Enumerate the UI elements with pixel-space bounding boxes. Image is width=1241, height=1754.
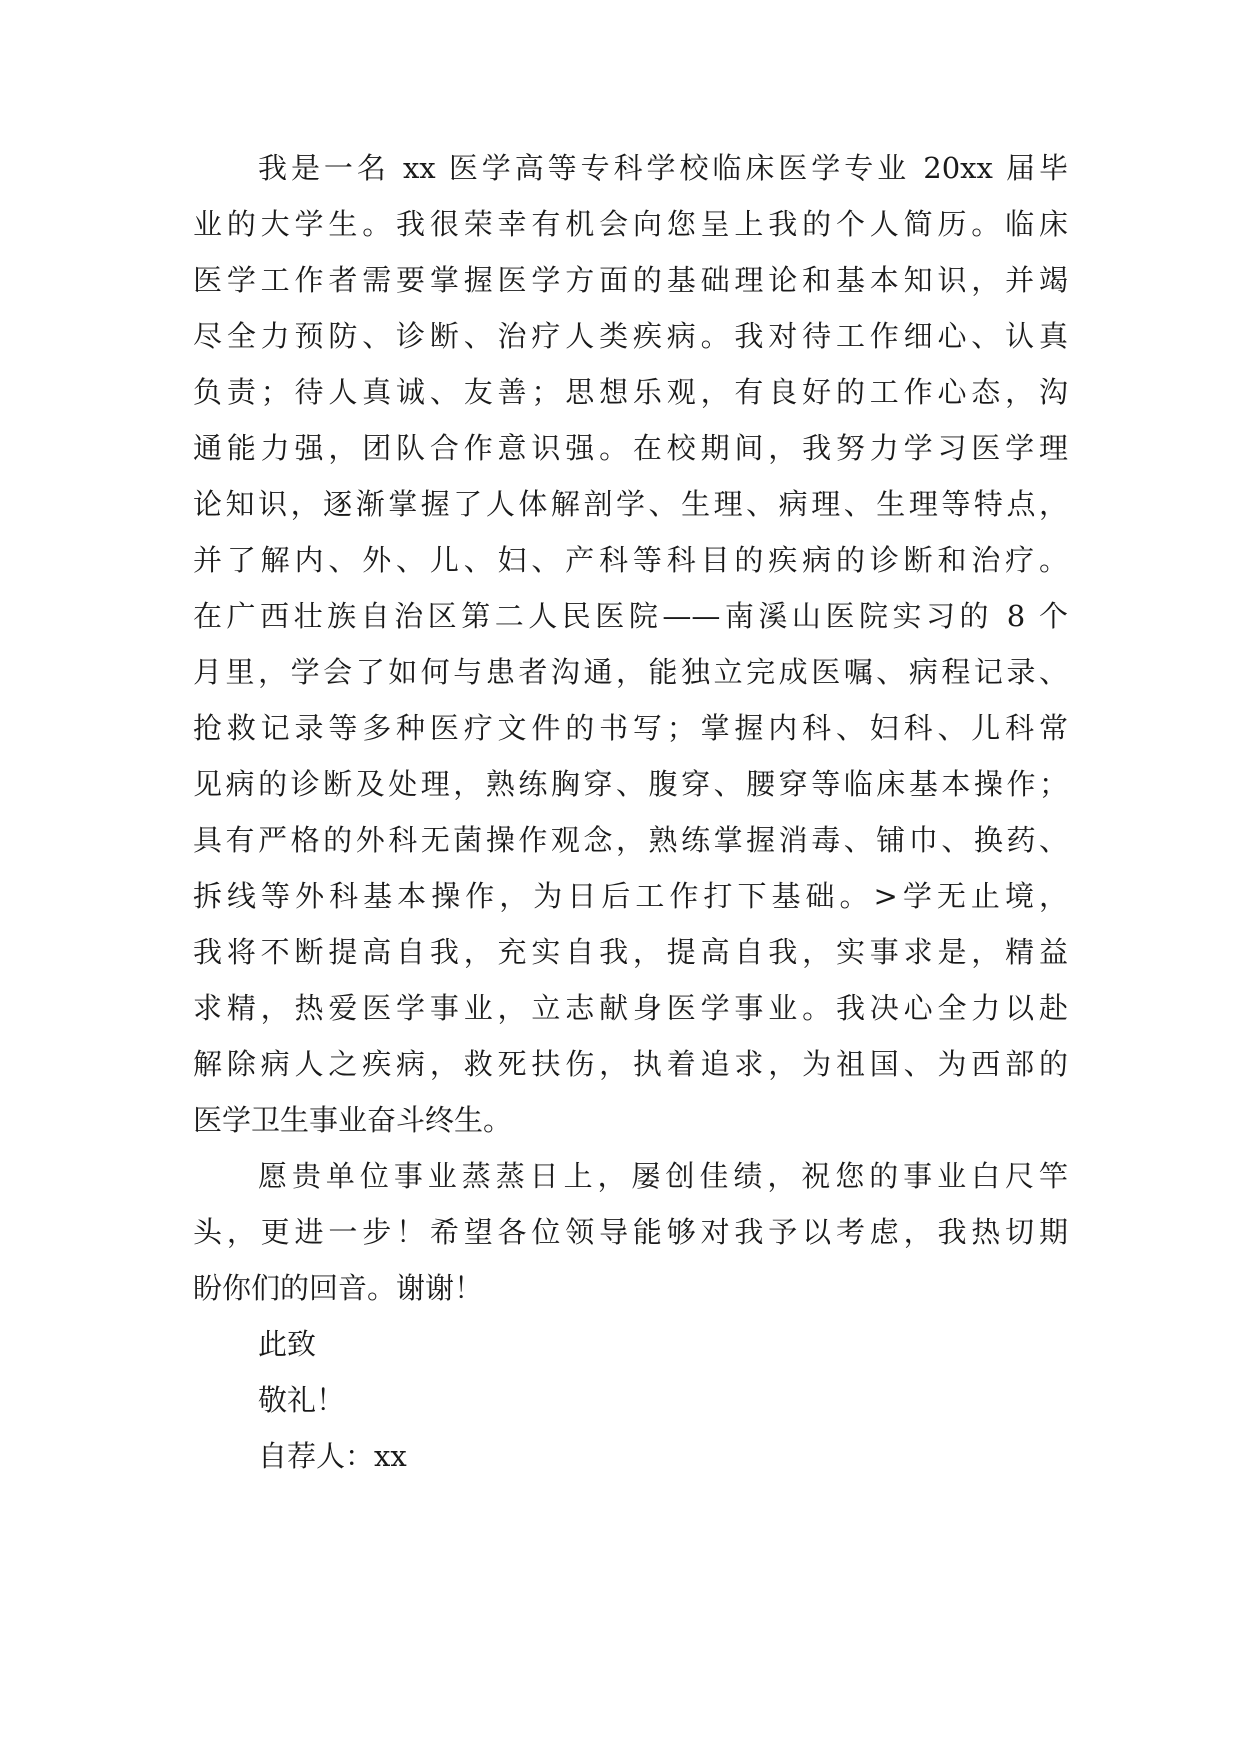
body-text-line: 业的大学生。我很荣幸有机会向您呈上我的个人简历。临床 xyxy=(193,207,1068,241)
body-text-line: 具有严格的外科无菌操作观念，熟练掌握消毒、铺巾、换药、 xyxy=(193,823,1068,857)
body-text-line: 见病的诊断及处理，熟练胸穿、腹穿、腰穿等临床基本操作； xyxy=(193,767,1068,801)
body-text-line: 负责；待人真诚、友善；思想乐观，有良好的工作心态，沟 xyxy=(193,375,1068,409)
body-text-line: 愿贵单位事业蒸蒸日上，屡创佳绩，祝您的事业白尺竿 xyxy=(258,1159,1068,1193)
signature: 自荐人：xx xyxy=(258,1439,407,1473)
body-text-line: 论知识，逐渐掌握了人体解剖学、生理、病理、生理等特点， xyxy=(193,487,1068,521)
body-text-line: 月里，学会了如何与患者沟通，能独立完成医嘱、病程记录、 xyxy=(193,655,1068,689)
body-text-line: 盼你们的回音。谢谢！ xyxy=(193,1271,484,1305)
body-text-line: 解除病人之疾病，救死扶伤，执着追求，为祖国、为西部的 xyxy=(193,1047,1068,1081)
body-text-line: 拆线等外科基本操作，为日后工作打下基础。>学无止境， xyxy=(193,879,1068,913)
body-text-line: 我是一名 xx 医学高等专科学校临床医学专业 20xx 届毕 xyxy=(258,151,1068,185)
body-text-line: 头，更进一步！希望各位领导能够对我予以考虑，我热切期 xyxy=(193,1215,1068,1249)
body-text-line: 抢救记录等多种医疗文件的书写；掌握内科、妇科、儿科常 xyxy=(193,711,1068,745)
body-text-line: 医学工作者需要掌握医学方面的基础理论和基本知识，并竭 xyxy=(193,263,1068,297)
body-text-line: 求精，热爱医学事业，立志献身医学事业。我决心全力以赴 xyxy=(193,991,1068,1025)
body-text-line: 并了解内、外、儿、妇、产科等科目的疾病的诊断和治疗。 xyxy=(193,543,1068,577)
closing-salutation: 此致 xyxy=(258,1327,317,1361)
body-text-line: 医学卫生事业奋斗终生。 xyxy=(193,1103,513,1137)
body-text-line: 尽全力预防、诊断、治疗人类疾病。我对待工作细心、认真 xyxy=(193,319,1068,353)
body-text-line: 在广西壮族自治区第二人民医院——南溪山医院实习的 8 个 xyxy=(193,599,1068,633)
body-text-line: 我将不断提高自我，充实自我，提高自我，实事求是，精益 xyxy=(193,935,1068,969)
body-text-line: 通能力强，团队合作意识强。在校期间，我努力学习医学理 xyxy=(193,431,1068,465)
closing-regards: 敬礼！ xyxy=(258,1383,346,1417)
